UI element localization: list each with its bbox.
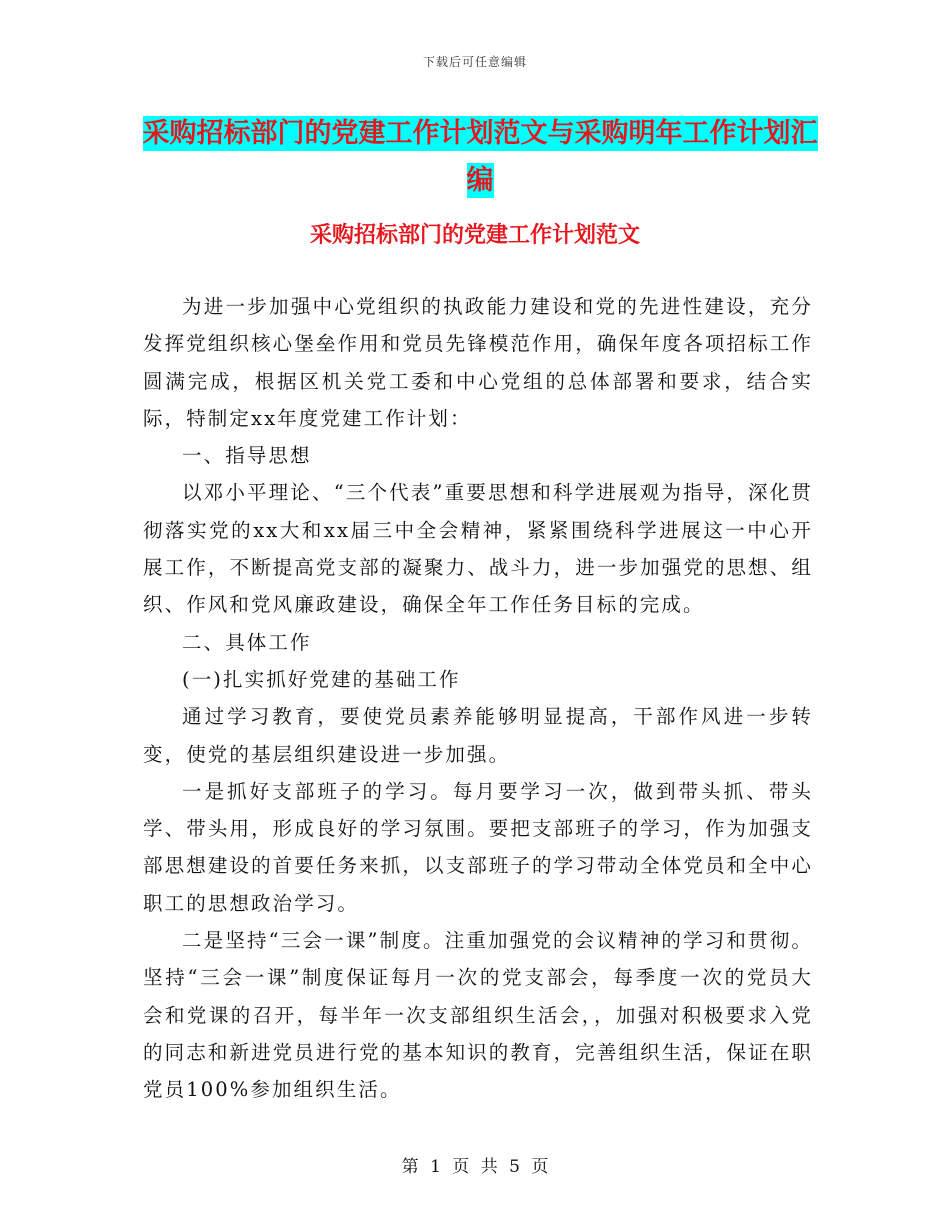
heading-basic-work: (一)扎实抓好党建的基础工作 [182,667,461,691]
heading-specific-work: 二、具体工作 [182,630,312,654]
page-header-note: 下载后可任意编辑 [422,55,527,69]
heading-guiding-thought: 一、指导思想 [182,444,312,468]
paragraph-intro: 为进一步加强中心党组织的执政能力建设和党的先进性建设，充分发挥党组织核心堡垒作用和党员先锋模范作用，确保年度各项招标工作圆满完成，根据区机关党工委和中心党组的总体部署和要求，结合实际，特制定xx年度党建工作计划： [143,295,813,430]
document-body [143,288,813,1109]
paragraph-education: 通过学习教育，要使党员素养能够明显提高，干部作风进一步转变，使党的基层组织建设进一步加强。 [143,705,813,766]
page-number: 第 1 页 共 5 页 [401,1157,549,1177]
paragraph-study: 一是抓好支部班子的学习。每月要学习一次，做到带头抓、带头学、带头用，形成良好的学习氛围。要把支部班子的学习，作为加强支部思想建设的首要任务来抓，以支部班子的学习带动全体党员和全中心职工的思想政治学习。 [143,779,813,915]
paragraph-guiding-thought: 以邓小平理论、“三个代表”重要思想和科学进展观为指导，深化贯彻落实党的xx大和xx届三中全会精神，紧紧围绕科学进展这一中心开展工作，不断提高党支部的凝聚力、战斗力，进一步加强党的思想、组织、作风和党风廉政建设，确保全年工作任务目标的完成。 [143,481,813,617]
paragraph-meetings: 二是坚持“三会一课”制度。注重加强党的会议精神的学习和贯彻。坚持“三会一课”制度保证每月一次的党支部会，每季度一次的党员大会和党课的召开，每半年一次支部组织生活会，，加强对积极要求入党的同志和新进党员进行党的基本知识的教育，完善组织生活，保证在职党员100%参加组织生活。 [143,929,813,1102]
document-title-highlight: 采购招标部门的党建工作计划范文与采购明年工作计划汇编 [142,118,818,196]
section-title: 采购招标部门的党建工作计划范文 [309,223,640,248]
document-title [140,110,820,204]
